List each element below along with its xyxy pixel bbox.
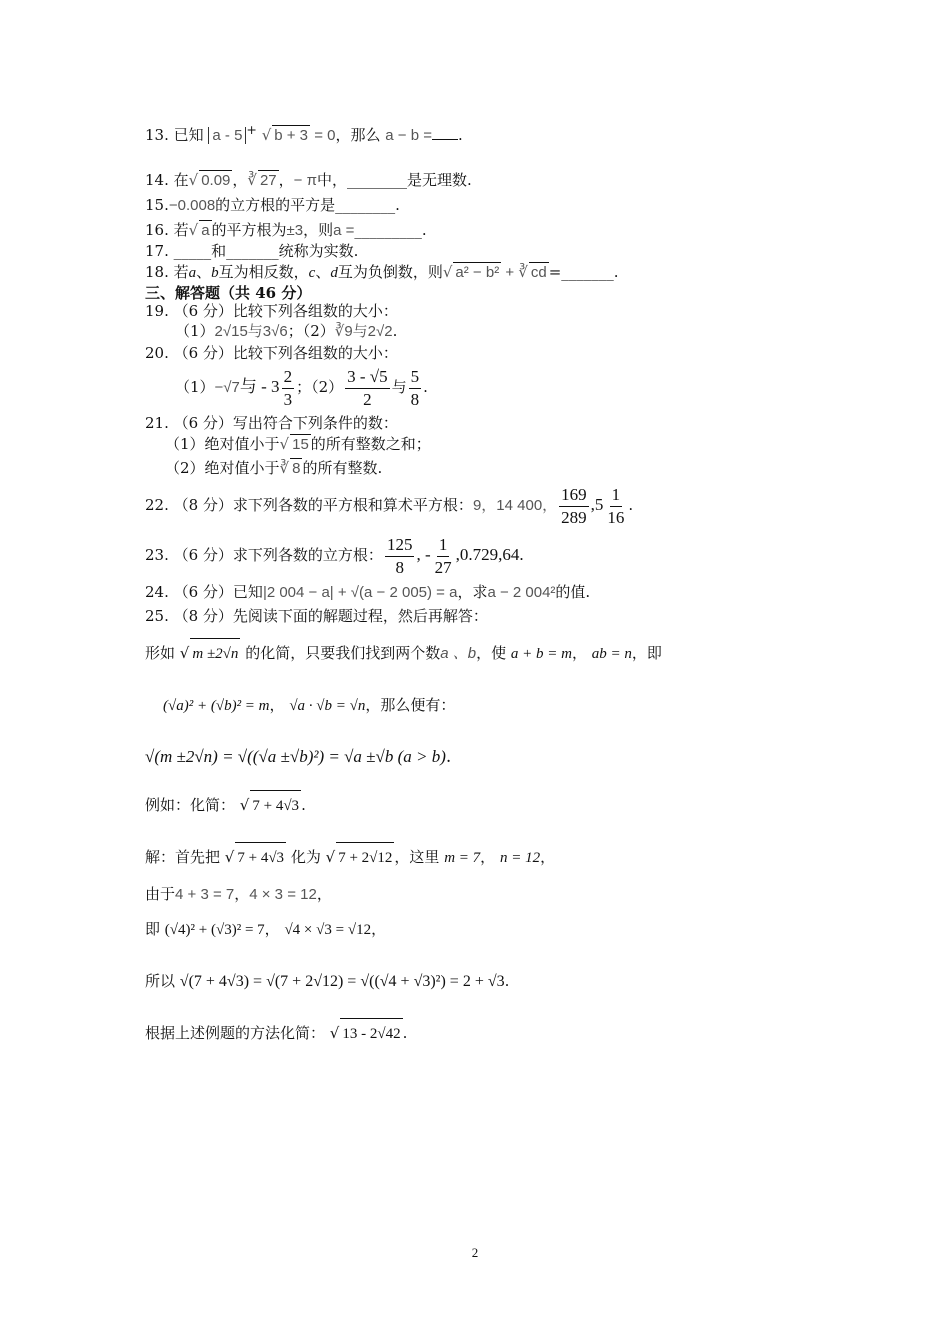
p8-line: 所以 √(7 + 4√3) = √(7 + 2√12) = √((√4 + √3)²) = 2 + √3.: [145, 972, 510, 990]
q20-frac1: $\frac{2}{3}$: [283, 366, 293, 409]
q16-line: 16. 若√ a 的平方根为±3，则a =_________.: [145, 221, 427, 239]
q14-sqrt1: √ 0.09: [188, 171, 231, 189]
q22-mixed: $\frac{1}{16}$: [607, 484, 625, 527]
q13-mid: ，那么: [335, 126, 381, 144]
p2-line: (√a)² + (√b)² = m， √a · √b = √n，那么便有：: [163, 696, 456, 714]
q13-expr: a − b =: [385, 127, 432, 144]
q14-cbrt: ∛ 27: [247, 171, 277, 189]
q20-frac3: $\frac{5}{8}$: [410, 366, 420, 409]
q20-frac2: $\frac{3 - √5}{2}$: [347, 366, 388, 409]
q22-line: 22. （8 分）求下列各数的平方根和算术平方根：9，14 400， $\frac{169}{289}$ ,5 $\frac{1}{16}$ .: [145, 484, 634, 527]
q15-rest: 的立方根的平方是________.: [215, 196, 400, 214]
q25-title: 25. （8 分）先阅读下面的解题过程，然后再解答：: [145, 607, 488, 625]
q13-plus: +: [246, 122, 257, 137]
q22-frac: $\frac{169}{289}$: [561, 484, 587, 527]
p7-line: 即 (√4)² + (√3)² = 7， √4 × √3 = √12，: [145, 920, 387, 938]
q23-line: 23. （6 分）求下列各数的立方根： $\frac{125}{8}$ , - $\frac{1}{27}$ ,0.729,64.: [145, 534, 524, 577]
q15-value: −0.008: [168, 197, 216, 214]
q18-expr: √ a² − b² + ∛ cd: [442, 263, 547, 281]
q20-items: （1）−√7与 - 3 $\frac{2}{3}$ ；（2） $\frac{3 - √5}{2}$ 与 $\frac{5}{8}$ .: [175, 366, 428, 409]
q13-blank[interactable]: [432, 139, 458, 140]
q14-line: 14. 在√ 0.09 ，∛ 27 ，− π中，________是无理数.: [145, 171, 472, 189]
p1-line: 形如 √ m ±2√n 的化简，只要我们找到两个数a 、b，使 a + b = m， ab = n，即: [145, 638, 662, 669]
q23-frac1: $\frac{125}{8}$: [386, 534, 413, 577]
q17-line: 17. _____和_______统称为实数.: [145, 242, 359, 260]
q24-line: 24. （6 分）已知|2 004 − a| + √(a − 2 005) = a，求a − 2 004²的值.: [145, 583, 591, 601]
q13-label: 13. 已知: [145, 126, 204, 144]
p6-line: 由于4 + 3 = 7，4 × 3 = 12，: [145, 885, 332, 903]
q21-item1: （1）绝对值小于√ 15 的所有整数之和；: [165, 435, 431, 453]
q19-title: 19. （6 分）比较下列各组数的大小：: [145, 302, 398, 320]
q13-sqrt: √ b + 3 = 0: [261, 126, 336, 144]
p1-radical: √ m ±2√n: [180, 646, 241, 662]
q23-frac2: $\frac{1}{27}$: [434, 534, 452, 577]
q14-neg-pi: − π: [293, 172, 317, 189]
page-number: 2: [471, 1245, 479, 1260]
q13-line: 13. 已知 a - 5 + √ b + 3 = 0，那么 a − b = .: [145, 122, 463, 144]
q18-line: 18. 若a、b互为相反数，c、d互为负倒数，则√ a² − b² + ∛ cd =_______.: [145, 263, 619, 281]
section-heading: 三、解答题（共 46 分）: [145, 284, 312, 302]
q16-sqrt: √ a: [188, 221, 210, 239]
p9-line: 根据上述例题的方法化简： √ 13 - 2√42 .: [145, 1018, 407, 1049]
q21-title: 21. （6 分）写出符合下列条件的数：: [145, 414, 398, 432]
p4-line: 例如：化简： √ 7 + 4√3 .: [145, 790, 306, 821]
q19-items: （1）2√15与3√6；（2）∛9与2√2.: [175, 322, 398, 340]
q21-item2: （2）绝对值小于∛ 8 的所有整数.: [165, 459, 383, 477]
q20-title: 20. （6 分）比较下列各组数的大小：: [145, 344, 398, 362]
q15-line: 15.−0.008的立方根的平方是________.: [145, 196, 400, 214]
q13-abs: a - 5: [208, 127, 246, 144]
p3-line: √(m ±2√n) = √((√a ±√b)²) = √a ±√b (a > b).: [145, 747, 452, 767]
p5-line: 解：首先把 √ 7 + 4√3 化为 √ 7 + 2√12 ，这里 m = 7， n = 12，: [145, 842, 555, 873]
q14-rest: 中，________是无理数.: [316, 171, 472, 189]
